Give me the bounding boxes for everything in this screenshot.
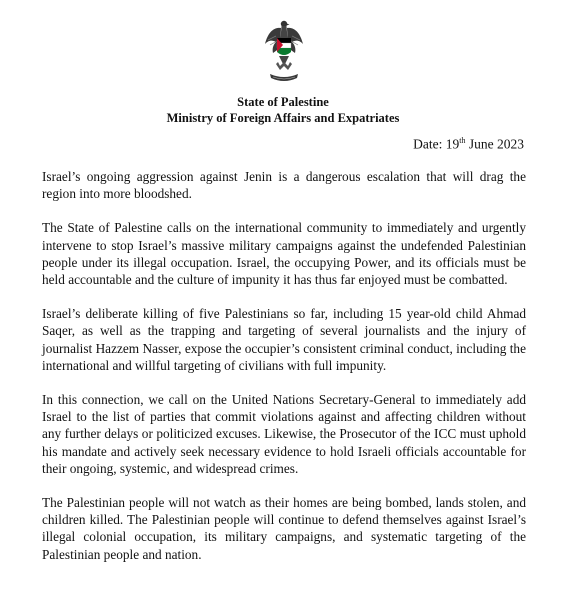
document-date <box>413 136 524 153</box>
date-rest: June 2023 <box>465 136 524 152</box>
paragraph: The Palestinian people will not watch as their homes are being bombed, lands stolen, and children killed. The Palestinian people will continue to defend themselves against Israel’s illegal colonial occupation, its military campaigns, and systematic targeting of the Palestinian people and nation. <box>42 495 526 562</box>
date-ordinal-suffix: th <box>459 136 466 145</box>
letterhead <box>0 94 566 126</box>
ministry-name: Ministry of Foreign Affairs and Expatriates <box>166 111 400 125</box>
paragraph: The State of Palestine calls on the international community to immediately and urgently intervene to stop Israel’s massive military campaigns against the undefended Palestinian people under its illegal occupation. Israel, the occupying Power, and its officials must be held accountable and the culture of impunity it has thus far enjoyed must be combatted. <box>42 220 526 288</box>
flag-shield-icon <box>277 38 291 55</box>
date-label: Date: 19 <box>413 136 460 152</box>
paragraph: Israel’s ongoing aggression against Jenin is a dangerous escalation that will drag the region into more bloodshed. <box>42 169 526 202</box>
paragraph: Israel’s deliberate killing of five Palestinians so far, including 15 year-old child Ahmad Saqer, as well as the trapping and targeting of several journalists and the injury of journalist Hazzem Nasser, expose the occupier’s consistent criminal conduct, including the international and willful targeting of civilians with full impunity. <box>42 306 526 373</box>
state-name: State of Palestine <box>237 95 329 109</box>
tail-scroll-icon <box>270 56 298 81</box>
eagle-emblem-icon <box>264 18 304 88</box>
paragraph: In this connection, we call on the United Nations Secretary-General to immediately add Israel to the list of parties that commit violations against and affecting children without any further delays or politicized excuses. Likewise, the Prosecutor of the ICC must uphold his mandate and actively seek necessary evidence to hold Israeli officials accountable for their ongoing, systemic, and widespread crimes. <box>42 392 526 476</box>
statement-body <box>42 168 526 580</box>
